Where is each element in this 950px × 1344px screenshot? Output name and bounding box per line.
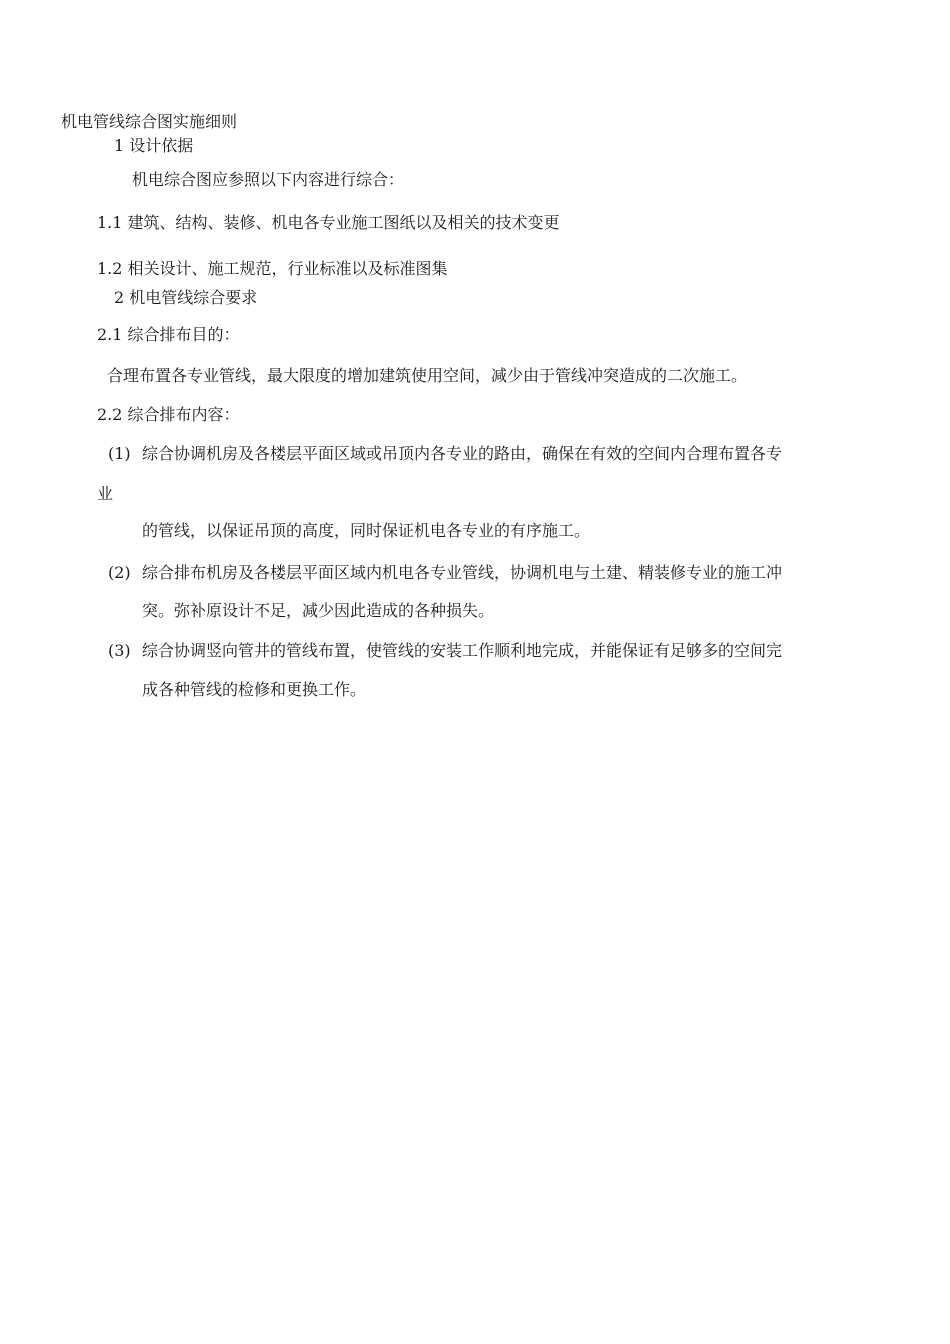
section-1-item: 1.2 相关设计、施工规范，行业标准以及标准图集 xyxy=(97,259,448,278)
list-item-text: 业 xyxy=(97,484,114,503)
list-item-text: 综合协调机房及各楼层平面区域或吊顶内各专业的路由，确保在有效的空间内合理布置各专 xyxy=(142,444,783,463)
subsection-2-2-heading: 2.2 综合排布内容： xyxy=(97,405,240,424)
section-1-heading: 1 设计依据 xyxy=(114,136,194,155)
section-1-item: 1.1 建筑、结构、装修、机电各专业施工图纸以及相关的技术变更 xyxy=(97,213,560,232)
document-title: 机电管线综合图实施细则 xyxy=(61,112,238,131)
section-1-intro: 机电综合图应参照以下内容进行综合： xyxy=(132,170,405,189)
list-item-text: 的管线，以保证吊顶的高度，同时保证机电各专业的有序施工。 xyxy=(142,521,591,540)
list-item-marker: (3) xyxy=(108,641,131,660)
list-item-marker: (2) xyxy=(108,563,131,582)
list-item-marker: (1) xyxy=(108,444,131,463)
list-item-text: 突。弥补原设计不足，减少因此造成的各种损失。 xyxy=(142,601,495,620)
section-2-heading: 2 机电管线综合要求 xyxy=(114,288,258,307)
list-item-text: 综合协调竖向管井的管线布置，使管线的安装工作顺利地完成，并能保证有足够多的空间完 xyxy=(142,641,783,660)
subsection-2-1-heading: 2.1 综合排布目的： xyxy=(97,325,240,344)
subsection-2-1-text: 合理布置各专业管线，最大限度的增加建筑使用空间，减少由于管线冲突造成的二次施工。 xyxy=(107,366,748,385)
list-item-text: 成各种管线的检修和更换工作。 xyxy=(142,680,367,699)
list-item-text: 综合排布机房及各楼层平面区域内机电各专业管线，协调机电与土建、精装修专业的施工冲 xyxy=(142,563,783,582)
